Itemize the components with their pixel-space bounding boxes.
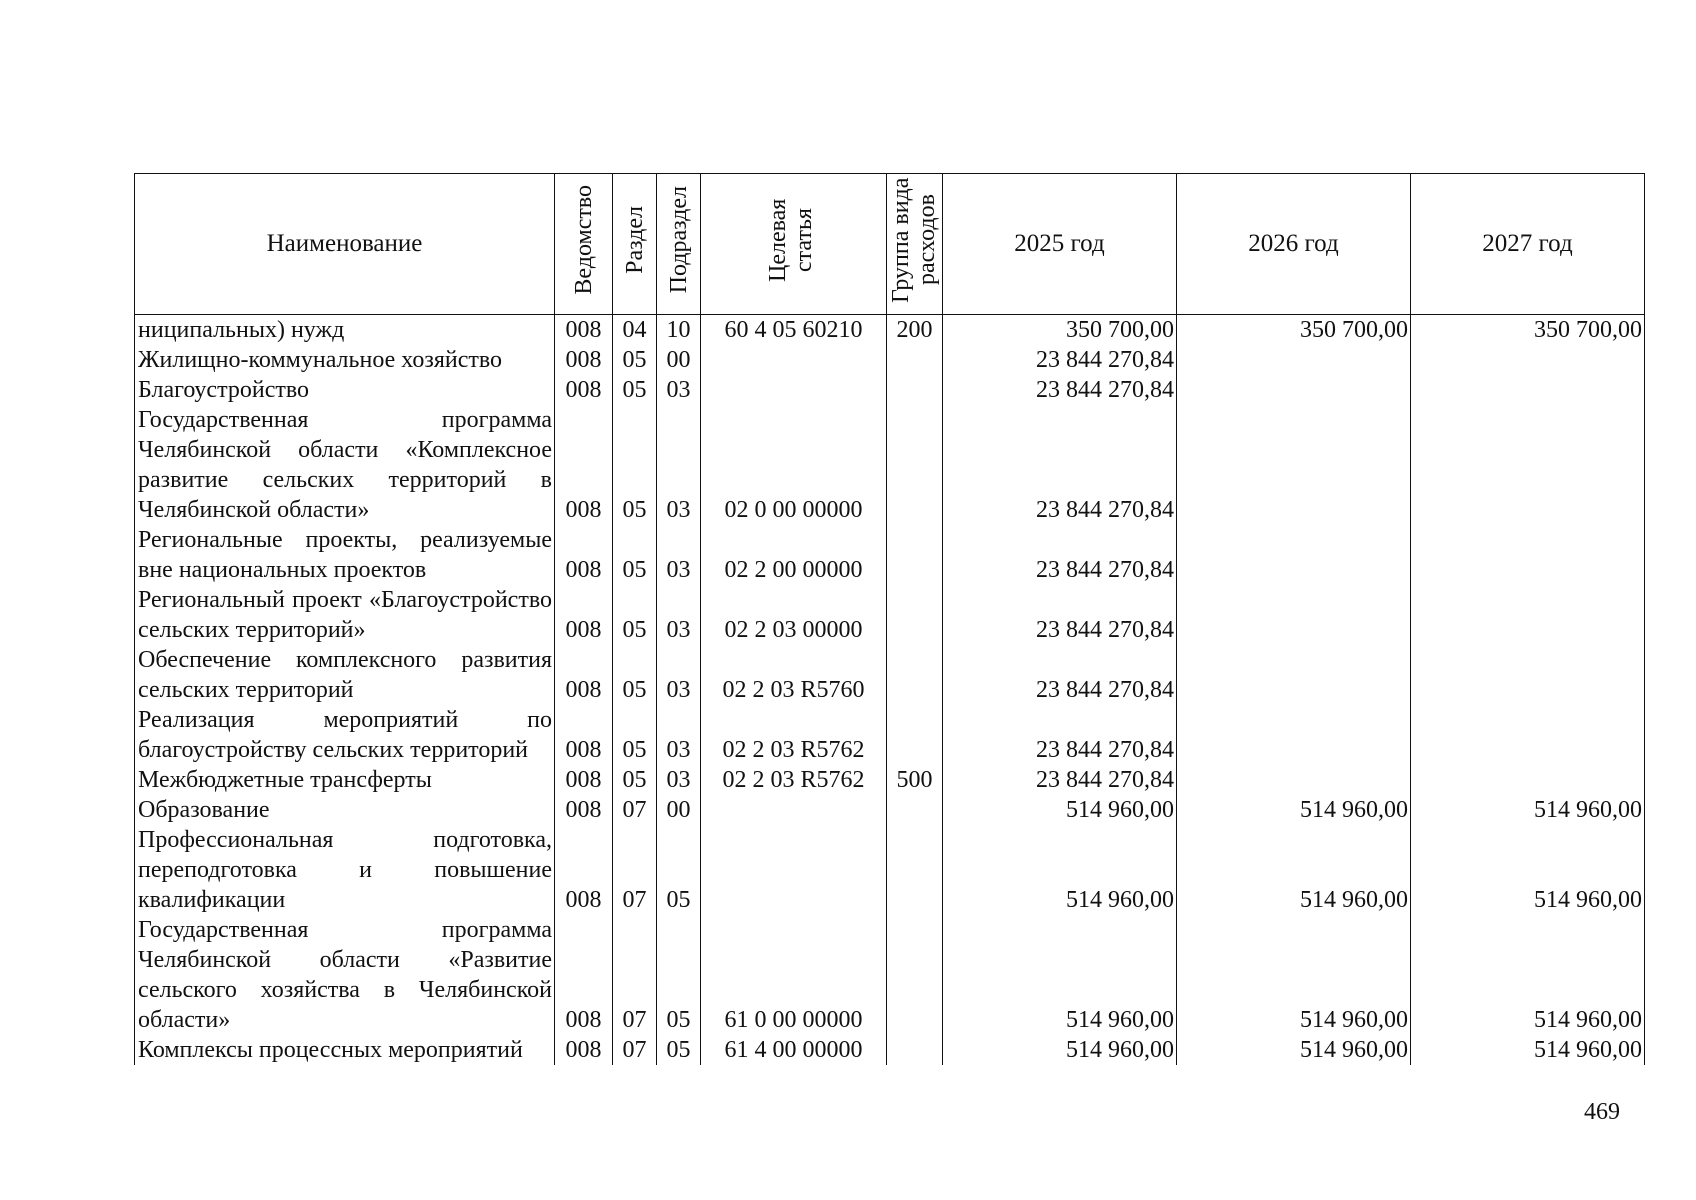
cell-expense-group	[887, 525, 943, 585]
cell-name: Государственная программа Челябинской области «Комплексное развитие сельских территорий в Челябинской области»	[135, 405, 555, 525]
cell-year-2025: 23 844 270,84	[943, 375, 1177, 405]
table-row	[135, 405, 1645, 525]
cell-name: Профессиональная подготовка, переподготовка и повышение квалификации	[135, 825, 555, 915]
cell-year-2027	[1411, 345, 1645, 375]
table-header-row	[135, 174, 1645, 315]
cell-year-2027	[1411, 705, 1645, 765]
table-body	[135, 315, 1645, 1066]
cell-year-2025: 514 960,00	[943, 915, 1177, 1035]
cell-department: 008	[555, 1035, 613, 1065]
cell-section: 05	[613, 405, 657, 525]
cell-year-2026	[1177, 525, 1411, 585]
cell-year-2025: 23 844 270,84	[943, 405, 1177, 525]
table-row	[135, 765, 1645, 795]
cell-subsection: 03	[657, 525, 701, 585]
cell-year-2027: 514 960,00	[1411, 795, 1645, 825]
cell-subsection: 05	[657, 1035, 701, 1065]
table-row	[135, 645, 1645, 705]
cell-department: 008	[555, 645, 613, 705]
cell-department: 008	[555, 765, 613, 795]
cell-year-2027	[1411, 405, 1645, 525]
cell-name: Региональный проект «Благоустройство сельских территорий»	[135, 585, 555, 645]
header-target-item-label: Целевая статья	[764, 198, 817, 282]
cell-year-2025: 23 844 270,84	[943, 525, 1177, 585]
cell-target-item: 02 2 00 00000	[701, 525, 887, 585]
header-year-2027: 2027 год	[1411, 174, 1645, 315]
cell-section: 07	[613, 825, 657, 915]
cell-department: 008	[555, 405, 613, 525]
table-row	[135, 375, 1645, 405]
header-year-2025: 2025 год	[943, 174, 1177, 315]
cell-year-2025: 514 960,00	[943, 795, 1177, 825]
cell-year-2026	[1177, 375, 1411, 405]
cell-expense-group	[887, 795, 943, 825]
cell-year-2027	[1411, 585, 1645, 645]
cell-name: Обеспечение комплексного развития сельских территорий	[135, 645, 555, 705]
cell-subsection: 03	[657, 765, 701, 795]
cell-section: 07	[613, 1035, 657, 1065]
cell-year-2027: 514 960,00	[1411, 1035, 1645, 1065]
cell-expense-group	[887, 345, 943, 375]
header-name: Наименование	[135, 174, 555, 315]
cell-department: 008	[555, 915, 613, 1035]
cell-subsection: 03	[657, 585, 701, 645]
cell-name: Жилищно-коммунальное хозяйство	[135, 345, 555, 375]
cell-year-2025: 514 960,00	[943, 1035, 1177, 1065]
cell-target-item: 60 4 05 60210	[701, 315, 887, 346]
cell-name: Комплексы процессных мероприятий	[135, 1035, 555, 1065]
cell-department: 008	[555, 585, 613, 645]
cell-expense-group	[887, 825, 943, 915]
cell-target-item	[701, 345, 887, 375]
cell-year-2025: 23 844 270,84	[943, 765, 1177, 795]
cell-year-2025: 350 700,00	[943, 315, 1177, 346]
header-section	[613, 174, 657, 315]
cell-section: 07	[613, 795, 657, 825]
cell-target-item: 61 4 00 00000	[701, 1035, 887, 1065]
table-row	[135, 525, 1645, 585]
cell-department: 008	[555, 375, 613, 405]
table-row	[135, 825, 1645, 915]
cell-year-2026: 514 960,00	[1177, 795, 1411, 825]
cell-name: ниципальных) нужд	[135, 315, 555, 346]
cell-year-2026	[1177, 405, 1411, 525]
table-row	[135, 345, 1645, 375]
cell-expense-group: 200	[887, 315, 943, 346]
table-row	[135, 1035, 1645, 1065]
table-row	[135, 915, 1645, 1035]
cell-target-item: 02 2 03 R5760	[701, 645, 887, 705]
cell-year-2026	[1177, 585, 1411, 645]
cell-year-2025: 23 844 270,84	[943, 345, 1177, 375]
table-row	[135, 585, 1645, 645]
cell-section: 05	[613, 765, 657, 795]
cell-expense-group	[887, 375, 943, 405]
cell-subsection: 05	[657, 825, 701, 915]
cell-year-2027: 514 960,00	[1411, 825, 1645, 915]
cell-year-2026	[1177, 345, 1411, 375]
cell-target-item: 61 0 00 00000	[701, 915, 887, 1035]
table-row	[135, 795, 1645, 825]
header-expense-group	[887, 174, 943, 315]
cell-section: 05	[613, 705, 657, 765]
cell-expense-group	[887, 585, 943, 645]
budget-table	[134, 173, 1645, 1065]
cell-name: Благоустройство	[135, 375, 555, 405]
cell-expense-group	[887, 1035, 943, 1065]
cell-year-2025: 514 960,00	[943, 825, 1177, 915]
cell-section: 04	[613, 315, 657, 346]
header-department	[555, 174, 613, 315]
cell-target-item: 02 2 03 00000	[701, 585, 887, 645]
cell-year-2025: 23 844 270,84	[943, 645, 1177, 705]
cell-subsection: 10	[657, 315, 701, 346]
header-subsection-label: Подраздел	[665, 186, 692, 294]
cell-section: 05	[613, 585, 657, 645]
header-department-label: Ведомство	[570, 185, 597, 295]
cell-subsection: 00	[657, 345, 701, 375]
cell-name: Реализация мероприятий по благоустройству сельских территорий	[135, 705, 555, 765]
cell-target-item	[701, 825, 887, 915]
cell-section: 07	[613, 915, 657, 1035]
cell-target-item	[701, 795, 887, 825]
cell-year-2026	[1177, 765, 1411, 795]
cell-year-2026: 514 960,00	[1177, 1035, 1411, 1065]
cell-year-2026: 514 960,00	[1177, 825, 1411, 915]
cell-department: 008	[555, 795, 613, 825]
page-number: 469	[1584, 1099, 1620, 1125]
cell-expense-group	[887, 705, 943, 765]
cell-name: Региональные проекты, реализуемые вне национальных проектов	[135, 525, 555, 585]
cell-subsection: 03	[657, 375, 701, 405]
cell-name: Образование	[135, 795, 555, 825]
cell-department: 008	[555, 825, 613, 915]
cell-subsection: 05	[657, 915, 701, 1035]
cell-subsection: 03	[657, 705, 701, 765]
cell-year-2027	[1411, 375, 1645, 405]
cell-department: 008	[555, 345, 613, 375]
table-row	[135, 705, 1645, 765]
cell-year-2025: 23 844 270,84	[943, 705, 1177, 765]
cell-year-2027	[1411, 645, 1645, 705]
cell-expense-group: 500	[887, 765, 943, 795]
cell-subsection: 03	[657, 645, 701, 705]
cell-name: Государственная программа Челябинской области «Развитие сельского хозяйства в Челябинской области»	[135, 915, 555, 1035]
cell-year-2026: 350 700,00	[1177, 315, 1411, 346]
header-subsection	[657, 174, 701, 315]
cell-expense-group	[887, 645, 943, 705]
cell-target-item: 02 2 03 R5762	[701, 765, 887, 795]
cell-section: 05	[613, 645, 657, 705]
cell-subsection: 03	[657, 405, 701, 525]
cell-subsection: 00	[657, 795, 701, 825]
cell-department: 008	[555, 705, 613, 765]
header-target-item	[701, 174, 887, 315]
cell-section: 05	[613, 375, 657, 405]
cell-year-2027	[1411, 765, 1645, 795]
cell-expense-group	[887, 405, 943, 525]
header-section-label: Раздел	[621, 206, 648, 274]
cell-section: 05	[613, 525, 657, 585]
cell-year-2027: 514 960,00	[1411, 915, 1645, 1035]
table-row	[135, 315, 1645, 346]
cell-target-item: 02 2 03 R5762	[701, 705, 887, 765]
cell-expense-group	[887, 915, 943, 1035]
cell-target-item: 02 0 00 00000	[701, 405, 887, 525]
cell-section: 05	[613, 345, 657, 375]
cell-year-2025: 23 844 270,84	[943, 585, 1177, 645]
cell-year-2026	[1177, 705, 1411, 765]
cell-year-2027	[1411, 525, 1645, 585]
header-year-2026: 2026 год	[1177, 174, 1411, 315]
cell-year-2027: 350 700,00	[1411, 315, 1645, 346]
cell-department: 008	[555, 525, 613, 585]
cell-year-2026	[1177, 645, 1411, 705]
header-expense-group-label: Группа вида расходов	[887, 177, 940, 303]
cell-year-2026: 514 960,00	[1177, 915, 1411, 1035]
cell-name: Межбюджетные трансферты	[135, 765, 555, 795]
cell-target-item	[701, 375, 887, 405]
cell-department: 008	[555, 315, 613, 346]
